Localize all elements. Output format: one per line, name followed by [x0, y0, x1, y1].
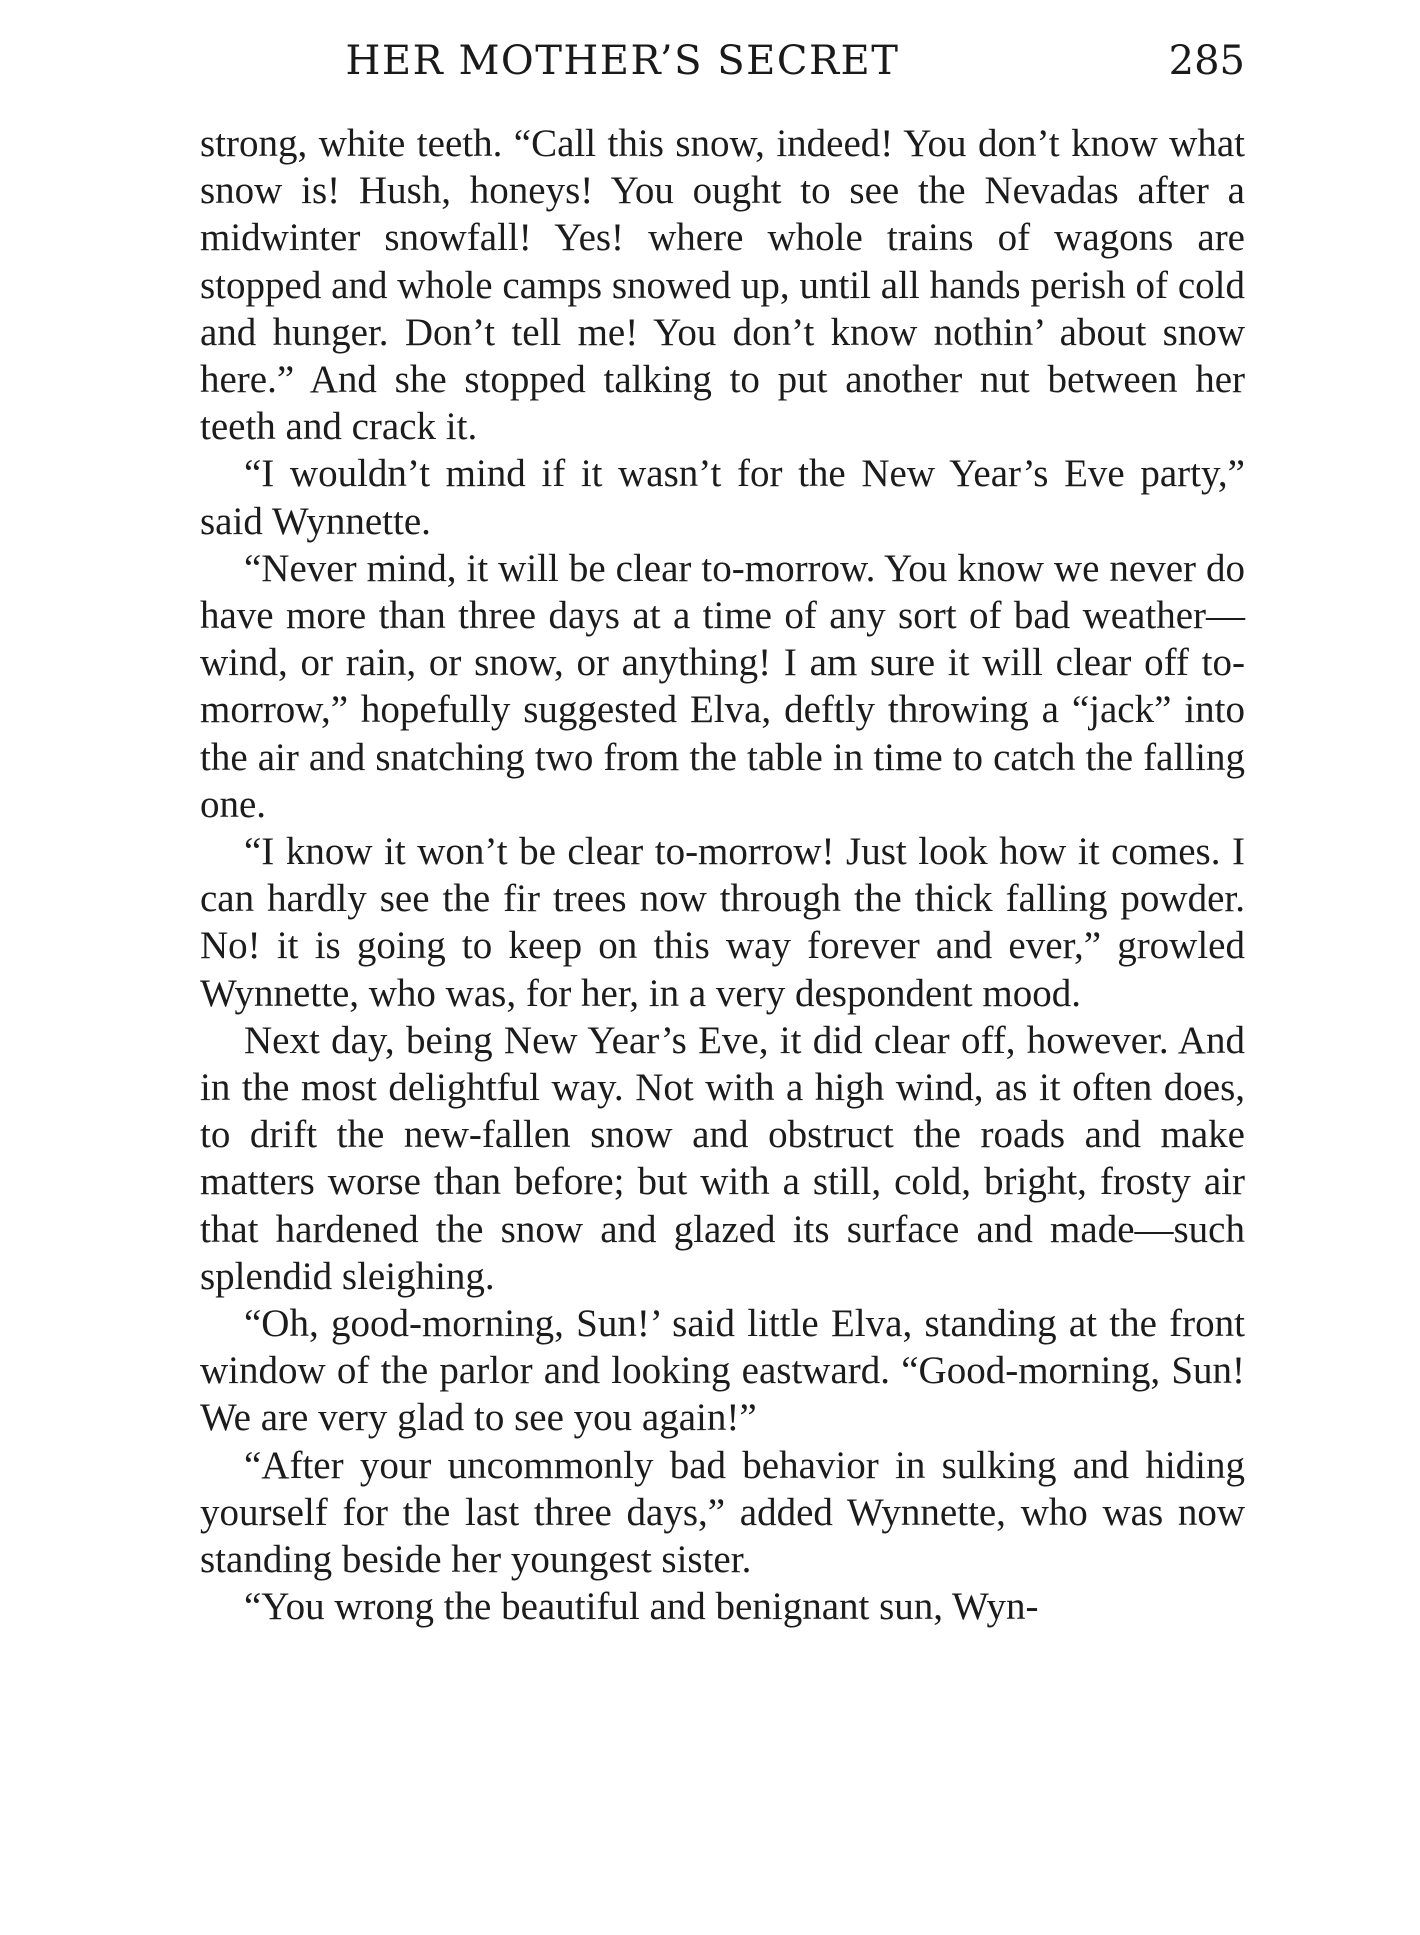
page-header [200, 38, 1245, 98]
page-body [200, 120, 1245, 1631]
paragraph: “I know it won’t be clear to-morrow! Just look how it comes. I can hardly see the fir trees now through the thick falling powder. No! it is going to keep on this way forever and ever,” growled Wynnette, who was, for her, in a very despondent mood. [200, 830, 1245, 1015]
paragraph: “Oh, good-morning, Sun!’ said little Elva, standing at the front window of the parlor and looking eastward. “Good-morning, Sun! We are very glad to see you again!” [200, 1302, 1245, 1440]
paragraph: “Never mind, it will be clear to-morrow. You know we never do have more than three days at a time of any sort of bad weather—wind, or rain, or snow, or anything! I am sure it will clear off to-morrow,” hopefully suggested Elva, deftly throwing a “jack” into the air and snatching two from the table in time to catch the falling one. [200, 546, 1245, 826]
paragraph: “After your uncommonly bad behavior in sulking and hiding yourself for the last three days,” added Wynnette, who was now standing beside her youngest sister. [200, 1443, 1245, 1582]
paragraph: “You wrong the beautiful and benignant sun, Wyn- [244, 1585, 1039, 1629]
paragraph: strong, white teeth. “Call this snow, indeed! You don’t know what snow is! Hush, honeys! You ought to see the Nevadas after a midwinter snowfall! Yes! where whole trains of wagons are stopped and whole camps snowed up, until all hands perish of cold and hunger. Don’t tell me! You don’t know nothin’ about snow here.” And she stopped talking to put another nut between her teeth and crack it. [200, 122, 1245, 449]
page-number: 285 [1168, 38, 1245, 84]
paragraph: Next day, being New Year’s Eve, it did clear off, however. And in the most delightful way. Not with a high wind, as it often does, to drift the new-fallen snow and obstruct the roads and make matters worse than before; but with a still, cold, bright, frosty air that hardened the snow and glazed its surface and made—such splendid sleighing. [200, 1018, 1245, 1298]
running-head: HER MOTHER’S SECRET [345, 38, 900, 84]
paragraph: “I wouldn’t mind if it wasn’t for the New Year’s Eve party,” said Wynnette. [200, 452, 1245, 543]
